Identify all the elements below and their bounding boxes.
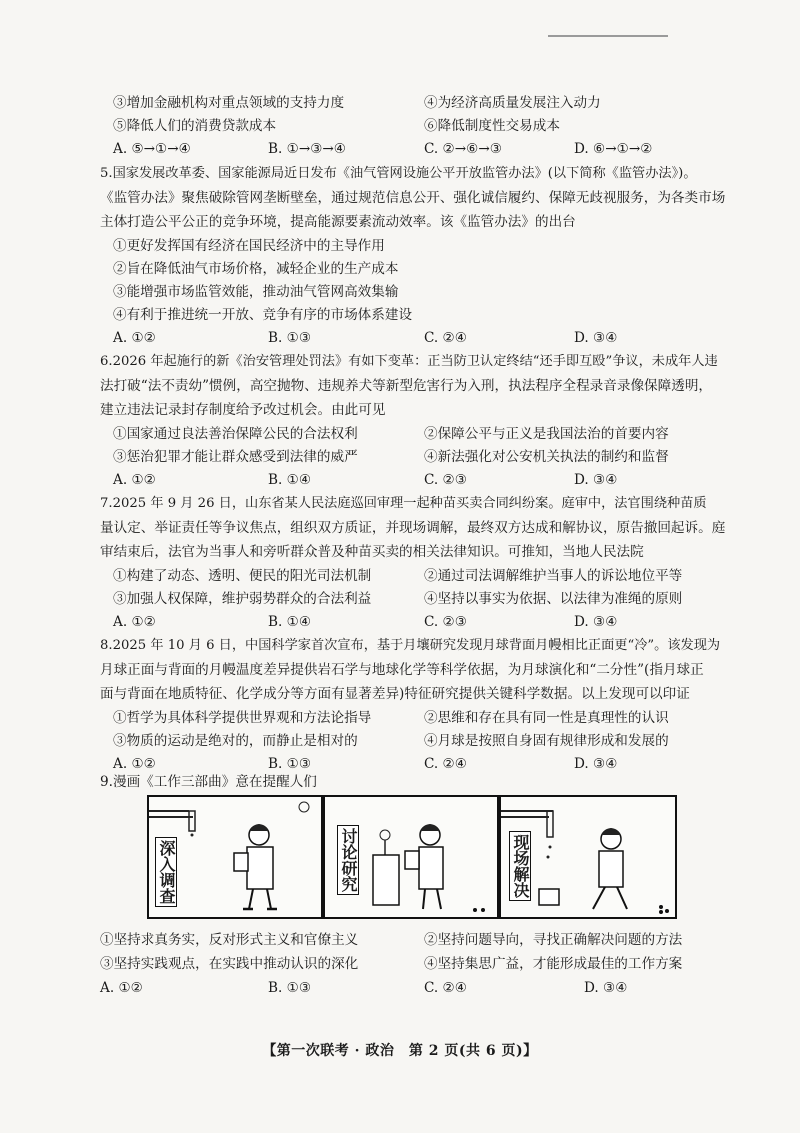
q4-option-3: ③增加金融机构对重点领域的支持力度 — [113, 95, 345, 111]
q7-choice-b: B. ①④ — [268, 614, 312, 630]
q9-choice-a: A. ①② — [100, 980, 143, 996]
q7-option-2: ②通过司法调解维护当事人的诉讼地位平等 — [424, 568, 683, 584]
q9-option-4: ④坚持集思广益，才能形成最佳的工作方案 — [424, 956, 683, 972]
q6-choice-c: C. ②③ — [424, 472, 467, 488]
q8-option-1: ①哲学为具体科学提供世界观和方法论指导 — [113, 710, 372, 726]
q7-option-4: ④坚持以事实为依据、以法律为准绳的原则 — [424, 591, 683, 607]
q5-choice-c: C. ②④ — [424, 330, 467, 346]
q8-option-3: ③物质的运动是绝对的，而静止是相对的 — [113, 733, 358, 749]
q7-stem-line-2: 量认定、举证责任等争议焦点，组织双方质证，并现场调解，最终双方达成和解协议，原告撤回起诉。庭 — [100, 520, 726, 536]
q5-stem-line-2: 《监管办法》聚焦破除管网垄断壁垒，通过规范信息公开、强化诚信履约、保障无歧视服务，为各类市场 — [100, 190, 726, 206]
q7-option-3: ③加强人权保障，维护弱势群众的合法利益 — [113, 591, 372, 607]
comic-panel-3 — [499, 795, 677, 919]
q5-choice-b: B. ①③ — [268, 330, 312, 346]
q4-choice-a: A. ⑤→①→④ — [113, 141, 191, 157]
q6-choice-d: D. ③④ — [574, 472, 618, 488]
q8-option-4: ④月球是按照自身固有规律形成和发展的 — [424, 733, 669, 749]
panel-2-caption: 讨论研究 — [337, 825, 359, 895]
q8-choice-b: B. ①③ — [268, 756, 312, 772]
q5-option-4: ④有利于推进统一开放、竞争有序的市场体系建设 — [113, 307, 413, 323]
q4-choice-d: D. ⑥→①→② — [574, 141, 653, 157]
q6-option-4: ④新法强化对公安机关执法的制约和监督 — [424, 449, 669, 465]
q6-option-3: ③惩治犯罪才能让群众感受到法律的威严 — [113, 449, 358, 465]
q9-option-1: ①坚持求真务实，反对形式主义和官僚主义 — [100, 932, 359, 948]
scan-mark — [548, 35, 668, 37]
q5-option-1: ①更好发挥国有经济在国民经济中的主导作用 — [113, 238, 385, 254]
q7-choice-a: A. ①② — [113, 614, 156, 630]
comic-panel-2 — [323, 795, 499, 919]
q8-option-2: ②思维和存在具有同一性是真理性的认识 — [424, 710, 669, 726]
q7-choice-d: D. ③④ — [574, 614, 618, 630]
q8-choice-a: A. ①② — [113, 756, 156, 772]
q9-stem-line-1: 9.漫画《工作三部曲》意在提醒人们 — [100, 774, 317, 790]
q6-stem-line-2: 法打破“法不责幼”惯例，高空抛物、违规养犬等新型危害行为入刑，执法程序全程录音录像保障透明， — [100, 378, 713, 394]
q7-option-1: ①构建了动态、透明、便民的阳光司法机制 — [113, 568, 372, 584]
q6-stem-line-3: 建立违法记录封存制度给予改过机会。由此可见 — [100, 402, 386, 418]
q5-choice-a: A. ①② — [113, 330, 156, 346]
q6-option-2: ②保障公平与正义是我国法治的首要内容 — [424, 426, 669, 442]
q6-option-1: ①国家通过良法善治保障公民的合法权利 — [113, 426, 358, 442]
q4-option-4: ④为经济高质量发展注入动力 — [424, 95, 601, 111]
page-footer: 【第一次联考 · 政治 第 2 页(共 6 页)】 — [262, 1043, 538, 1059]
q6-choice-a: A. ①② — [113, 472, 156, 488]
q8-choice-c: C. ②④ — [424, 756, 467, 772]
q5-stem-line-1: 5.国家发展改革委、国家能源局近日发布《油气管网设施公平开放监管办法》(以下简称《监管办法》)。 — [100, 166, 697, 181]
q6-stem-line-1: 6.2026 年起施行的新《治安管理处罚法》有如下变革：正当防卫认定终结“还手即互殴”争议，未成年人违 — [100, 354, 718, 369]
q4-option-6: ⑥降低制度性交易成本 — [424, 118, 560, 134]
q5-choice-d: D. ③④ — [574, 330, 618, 346]
q5-option-3: ③能增强市场监管效能，推动油气管网高效集输 — [113, 284, 399, 300]
q8-stem-line-2: 月球正面与背面的月幔温度差异提供岩石学与地球化学等科学依据，为月球演化和“二分性”(指月球正 — [100, 662, 704, 678]
q7-choice-c: C. ②③ — [424, 614, 467, 630]
q8-stem-line-3: 面与背面在地质特征、化学成分等方面有显著差异)特征研究提供关键科学数据。以上发现可以印证 — [100, 686, 690, 702]
q6-choice-b: B. ①④ — [268, 472, 312, 488]
q7-stem-line-3: 审结束后，法官为当事人和旁听群众普及种苗买卖的相关法律知识。可推知，当地人民法院 — [100, 544, 644, 560]
q4-choice-c: C. ②→⑥→③ — [424, 141, 502, 157]
panel-1-caption: 深入调查 — [155, 837, 177, 907]
q9-choice-d: D. ③④ — [584, 980, 628, 996]
q9-choice-c: C. ②④ — [424, 980, 467, 996]
q5-option-2: ②旨在降低油气市场价格，减轻企业的生产成本 — [113, 261, 399, 277]
q8-choice-d: D. ③④ — [574, 756, 618, 772]
q9-option-2: ②坚持问题导向，寻找正确解决问题的方法 — [424, 932, 683, 948]
q5-stem-line-3: 主体打造公平公正的竞争环境，提高能源要素流动效率。该《监管办法》的出台 — [100, 214, 576, 230]
comic-panel-1 — [147, 795, 323, 919]
q4-choice-b: B. ①→③→④ — [268, 141, 346, 157]
q9-option-3: ③坚持实践观点，在实践中推动认识的深化 — [100, 956, 359, 972]
panel-3-caption: 现场解决 — [509, 831, 531, 901]
q8-stem-line-1: 8.2025 年 10 月 6 日，中国科学家首次宣布，基于月壤研究发现月球背面月幔相比正面更“冷”。该发现为 — [100, 638, 721, 653]
q7-stem-line-1: 7.2025 年 9 月 26 日，山东省某人民法庭巡回审理一起种苗买卖合同纠纷案。庭审中，法官围绕种苗质 — [100, 496, 707, 511]
q9-choice-b: B. ①③ — [268, 980, 312, 996]
q4-option-5: ⑤降低人们的消费贷款成本 — [113, 118, 277, 134]
comic-work-trilogy — [147, 795, 677, 919]
